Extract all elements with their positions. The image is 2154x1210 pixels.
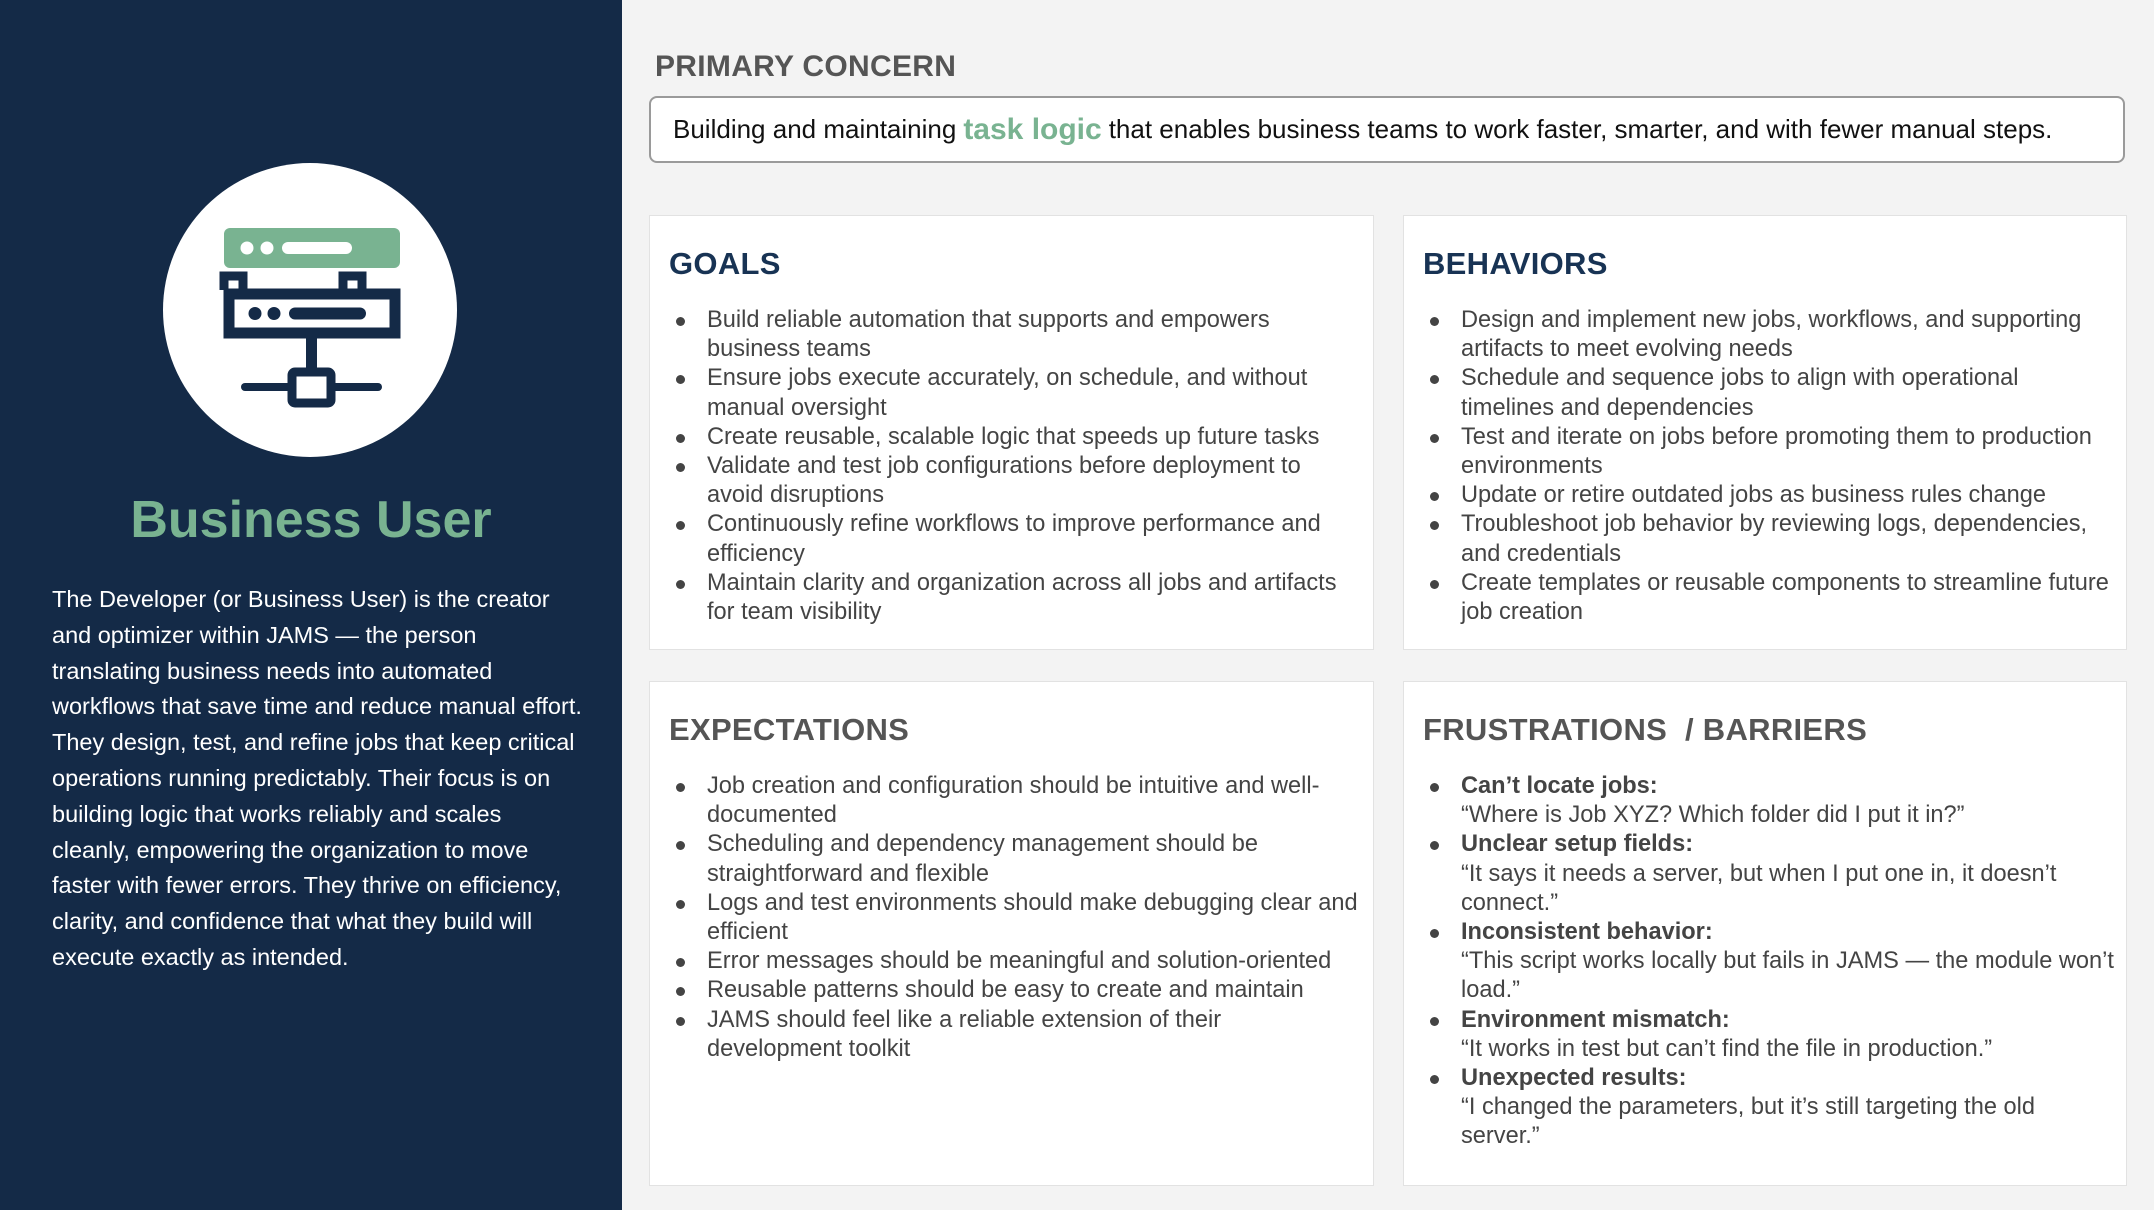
list-item: Ensure jobs execute accurately, on schedule, and without manual oversight	[670, 364, 1361, 422]
list-item: JAMS should feel like a reliable extension of their development toolkit	[670, 1006, 1361, 1064]
frustration-quote: “This script works locally but fails in JAMS — the module won’t load.”	[1461, 948, 2114, 1004]
list-item: Update or retire outdated jobs as business rules change	[1424, 481, 2114, 510]
list-item: Schedule and sequence jobs to align with operational timelines and dependencies	[1424, 364, 2114, 422]
expectations-title: EXPECTATIONS	[669, 712, 910, 747]
frustration-label: Inconsistent behavior:	[1461, 919, 1713, 946]
list-item: Create reusable, scalable logic that speeds up future tasks	[670, 423, 1361, 452]
expectations-card	[649, 681, 1374, 1186]
server-network-icon	[163, 163, 457, 457]
list-item	[1424, 1006, 2114, 1064]
primary-concern-text-after: that enables business teams to work faster, smarter, and with fewer manual steps.	[1108, 114, 2053, 144]
frustration-quote: “I changed the parameters, but it’s still targeting the old server.”	[1461, 1094, 2036, 1150]
list-item: Reusable patterns should be easy to create and maintain	[670, 976, 1361, 1005]
list-item	[1424, 830, 2114, 918]
frustration-label: Can’t locate jobs:	[1461, 773, 1658, 799]
persona-sidebar	[0, 0, 622, 1210]
behaviors-list	[1424, 306, 2114, 627]
list-item: Build reliable automation that supports and empowers business teams	[670, 306, 1361, 364]
frustrations-title: FRUSTRATIONS / BARRIERS	[1423, 712, 1868, 747]
list-item: Scheduling and dependency management should be straightforward and flexible	[670, 830, 1361, 888]
primary-concern-text-before: Building and maintaining	[673, 114, 957, 144]
primary-concern-title: PRIMARY CONCERN	[655, 50, 957, 83]
list-item	[1424, 772, 2114, 830]
frustration-quote: “It works in test but can’t find the file in production.”	[1461, 1035, 1993, 1062]
goals-card	[649, 215, 1374, 650]
frustration-quote: “It says it needs a server, but when I put one in, it doesn’t connect.”	[1461, 860, 2057, 916]
list-item: Continuously refine workflows to improve performance and efficiency	[670, 510, 1361, 568]
list-item: Job creation and configuration should be intuitive and well-documented	[670, 772, 1361, 830]
frustration-label: Unexpected results:	[1461, 1065, 1687, 1092]
expectations-list	[670, 772, 1361, 1064]
frustration-quote: “Where is Job XYZ? Which folder did I put it in?”	[1461, 802, 1965, 829]
behaviors-card	[1403, 215, 2127, 650]
frustration-label: Unclear setup fields:	[1461, 831, 1694, 858]
list-item: Test and iterate on jobs before promoting them to production environments	[1424, 423, 2114, 481]
list-item: Maintain clarity and organization across all jobs and artifacts for team visibility	[670, 569, 1361, 627]
frustration-label: Environment mismatch:	[1461, 1006, 1730, 1033]
list-item: Validate and test job configurations before deployment to avoid disruptions	[670, 452, 1361, 510]
goals-title: GOALS	[669, 246, 781, 281]
frustrations-card	[1403, 681, 2127, 1186]
persona-name: Business User	[130, 491, 492, 549]
persona-description: The Developer (or Business User) is the creator and optimizer within JAMS — the person translating business needs into automated workflows that save time and reduce manual effort. They design, test, and refine jobs that keep critical operations running predictably. Their focus is on building logic that works reliably and scales cleanly, empowering the organization to move faster with fewer errors. They thrive on efficiency, clarity, and confidence that what they build will execute exactly as intended.	[52, 586, 582, 970]
list-item: Logs and test environments should make debugging clear and efficient	[670, 889, 1361, 947]
primary-concern-highlight: task logic	[963, 112, 1102, 146]
persona-avatar	[163, 163, 457, 457]
primary-concern-box	[649, 96, 2125, 163]
list-item: Troubleshoot job behavior by reviewing logs, dependencies, and credentials	[1424, 510, 2114, 568]
list-item: Design and implement new jobs, workflows, and supporting artifacts to meet evolving needs	[1424, 306, 2114, 364]
list-item	[1424, 1064, 2114, 1152]
behaviors-title: BEHAVIORS	[1423, 246, 1608, 281]
list-item: Create templates or reusable components to streamline future job creation	[1424, 569, 2114, 627]
list-item	[1424, 918, 2114, 1006]
persona-details	[622, 0, 2154, 1210]
list-item: Error messages should be meaningful and solution-oriented	[670, 947, 1361, 976]
frustrations-list	[1424, 772, 2114, 1152]
goals-list	[670, 306, 1361, 627]
